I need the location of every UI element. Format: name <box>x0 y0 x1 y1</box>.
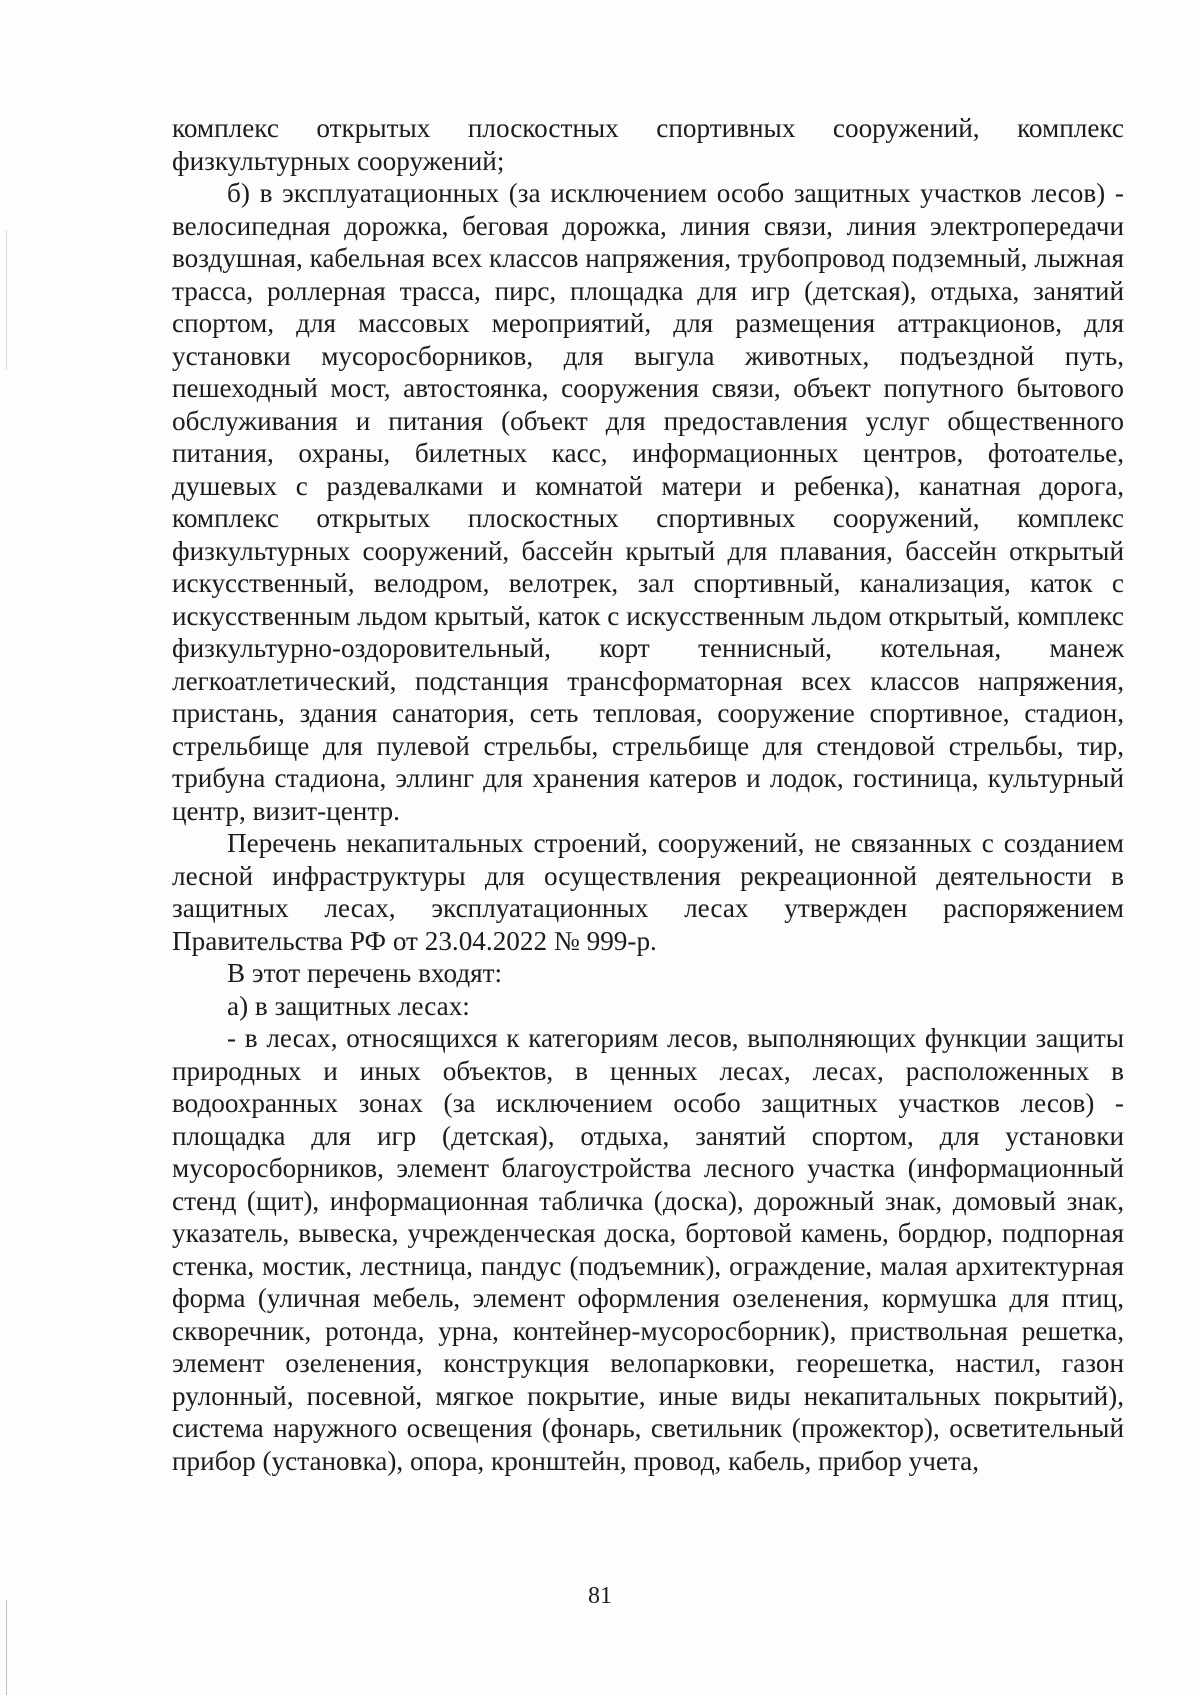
scan-edge-mark <box>6 230 7 370</box>
paragraph-list-includes: В этот перечень входят: <box>227 958 503 988</box>
paragraph-continuation: комплекс открытых плоскостных спортивных сооружений, комплекс физкультурных сооружений; <box>172 113 1124 176</box>
scan-edge-mark-lower <box>6 1600 7 1695</box>
paragraph-item-a: а) в защитных лесах: <box>227 990 470 1021</box>
paragraph-list-intro: Перечень некапитальных строений, сооружений, не связанных с созданием лесной инфраструктуры для осуществления рекреационной деятельности в защитных лесах, эксплуатационных лесах утвержден распоряжением Правительства РФ от 23.04.2022 № 999-р. <box>172 828 1124 956</box>
paragraph-item-b: б) в эксплуатационных (за исключением особо защитных участков лесов) - велосипедная дорожка, беговая дорожка, линия связи, линия электропередачи воздушная, кабельная всех классов напряжения, трубопровод подземный, лыжная трасса, роллерная трасса, пирс, площадка для игр (детская), отдыха, занятий спортом, для массовых мероприятий, для размещения аттракционов, для установки мусоросборников, для выгула животных, подъездной путь, пешеходный мост, автостоянка, сооружения связи, объект попутного бытового обслуживания и питания (объект для предоставления услуг общественного питания, охраны, билетных касс, информационных центров, фотоателье, душевых с раздевалками и комнатой матери и ребенка), канатная дорога, комплекс открытых плоскостных спортивных сооружений, комплекс физкультурных сооружений, бассейн крытый для плавания, бассейн открытый искусственный, велодром, велотрек, зал спортивный, канализация, каток с искусственным льдом крытый, каток с искусственным льдом открытый, комплекс физкультурно-оздоровительный, корт теннисный, котельная, манеж легкоатлетический, подстанция трансформаторная всех классов напряжения, пристань, здания санатория, сеть тепловая, сооружение спортивное, стадион, стрельбище для пулевой стрельбы, стрельбище для стендовой стрельбы, тир, трибуна стадиона, эллинг для хранения катеров и лодок, гостиница, культурный центр, визит-центр. <box>172 178 1125 826</box>
page-number: 81 <box>588 1583 612 1609</box>
paragraph-protective-forests: - в лесах, относящихся к категориям лесов, выполняющих функции защиты природных и иных объектов, в ценных лесах, лесах, расположенных в водоохранных зонах (за исключением особо защитных участков лесов) - площадка для игр (детская), отдыха, занятий спортом, для установки мусоросборников, элемент благоустройства лесного участка (информационный стенд (щит), информационная табличка (доска), дорожный знак, домовый знак, указатель, вывеска, учрежденческая доска, бортовой камень, бордюр, подпорная стенка, мостик, лестница, пандус (подъемник), ограждение, малая архитектурная форма (уличная мебель, элемент оформления озеленения, кормушка для птиц, скворечник, ротонда, урна, контейнер-мусоросборник), приствольная решетка, элемент озеленения, конструкция велопарковки, георешетка, настил, газон рулонный, посевной, мягкое покрытие, иные виды некапитальных покрытий), система наружного освещения (фонарь, светильник (прожектор), осветительный прибор (установка), опора, кронштейн, провод, кабель, прибор учета, <box>172 1023 1124 1476</box>
document-body <box>172 112 1124 1477</box>
